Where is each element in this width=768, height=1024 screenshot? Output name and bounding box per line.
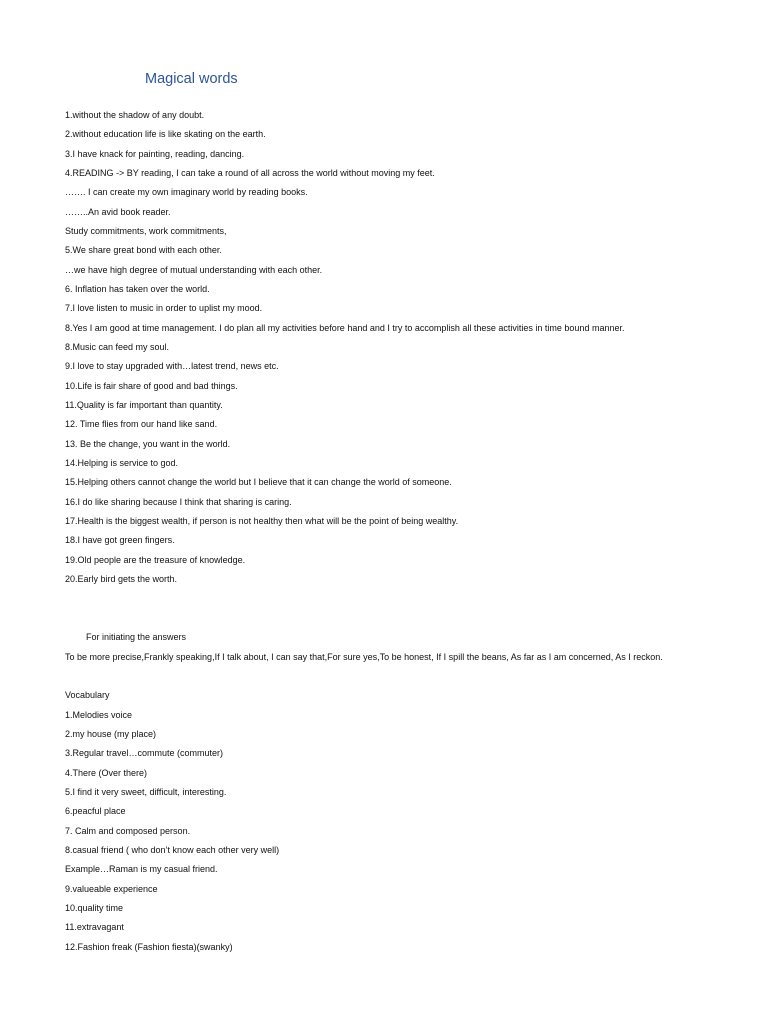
phrase-line: 13. Be the change, you want in the world. <box>65 439 231 449</box>
phrase-line: 5.We share great bond with each other. <box>65 245 222 255</box>
phrase-line: 7.I love listen to music in order to uplist my mood. <box>65 303 263 313</box>
phrase-line: 17.Health is the biggest wealth, if person is not healthy then what will be the point of being wealthy. <box>65 516 459 526</box>
phrase-line: 19.Old people are the treasure of knowledge. <box>65 555 246 565</box>
phrase-line: ……. I can create my own imaginary world by reading books. <box>65 187 308 197</box>
phrase-line: 12. Time flies from our hand like sand. <box>65 419 218 429</box>
phrase-line: 8.Music can feed my soul. <box>65 342 170 352</box>
phrase-line: ……..An avid book reader. <box>65 207 171 217</box>
page-title: Magical words <box>145 71 238 87</box>
vocabulary-item: 1.Melodies voice <box>65 710 133 720</box>
phrase-line: 18.I have got green fingers. <box>65 535 175 545</box>
phrase-line: 9.I love to stay upgraded with…latest trend, news etc. <box>65 361 279 371</box>
vocabulary-item: 7. Calm and composed person. <box>65 826 191 836</box>
phrase-line: 14.Helping is service to god. <box>65 458 179 468</box>
vocabulary-item: 2.my house (my place) <box>65 729 157 739</box>
phrase-line: 6. Inflation has taken over the world. <box>65 284 210 294</box>
vocabulary-item: 12.Fashion freak (Fashion fiesta)(swanky) <box>65 942 233 952</box>
phrase-line: 8.Yes I am good at time management. I do plan all my activities before hand and I try to accomplish all these activities in time bound manner. <box>65 323 625 333</box>
vocabulary-item: 4.There (Over there) <box>65 768 148 778</box>
phrase-line: Study commitments, work commitments, <box>65 226 227 236</box>
initiating-heading: For initiating the answers <box>86 632 187 642</box>
phrase-line: 2.without education life is like skating on the earth. <box>65 129 266 139</box>
phrase-line: 11.Quality is far important than quantity. <box>65 400 223 410</box>
phrase-line: 16.I do like sharing because I think that sharing is caring. <box>65 497 292 507</box>
vocabulary-item: Example…Raman is my casual friend. <box>65 864 218 874</box>
vocabulary-item: 3.Regular travel…commute (commuter) <box>65 748 224 758</box>
phrase-line: 10.Life is fair share of good and bad things. <box>65 381 238 391</box>
vocabulary-item: 11.extravagant <box>65 922 124 932</box>
initiating-text: To be more precise,Frankly speaking,If I talk about, I can say that,For sure yes,To be honest, If I spill the beans, As far as I am concerned, As I reckon. <box>65 652 663 662</box>
phrase-line: 4.READING -> BY reading, I can take a round of all across the world without moving my feet. <box>65 168 435 178</box>
phrase-line: 3.I have knack for painting, reading, dancing. <box>65 149 245 159</box>
vocabulary-item: 6.peacful place <box>65 806 126 816</box>
vocabulary-item: 10.quality time <box>65 903 124 913</box>
phrase-line: 1.without the shadow of any doubt. <box>65 110 205 120</box>
vocabulary-item: 5.I find it very sweet, difficult, interesting. <box>65 787 227 797</box>
phrase-line: 15.Helping others cannot change the world but I believe that it can change the world of someone. <box>65 477 452 487</box>
phrase-line: 20.Early bird gets the worth. <box>65 574 178 584</box>
vocabulary-item: 8.casual friend ( who don’t know each other very well) <box>65 845 280 855</box>
vocabulary-item: 9.valueable experience <box>65 884 158 894</box>
phrase-line: …we have high degree of mutual understanding with each other. <box>65 265 323 275</box>
vocabulary-heading: Vocabulary <box>65 690 110 700</box>
